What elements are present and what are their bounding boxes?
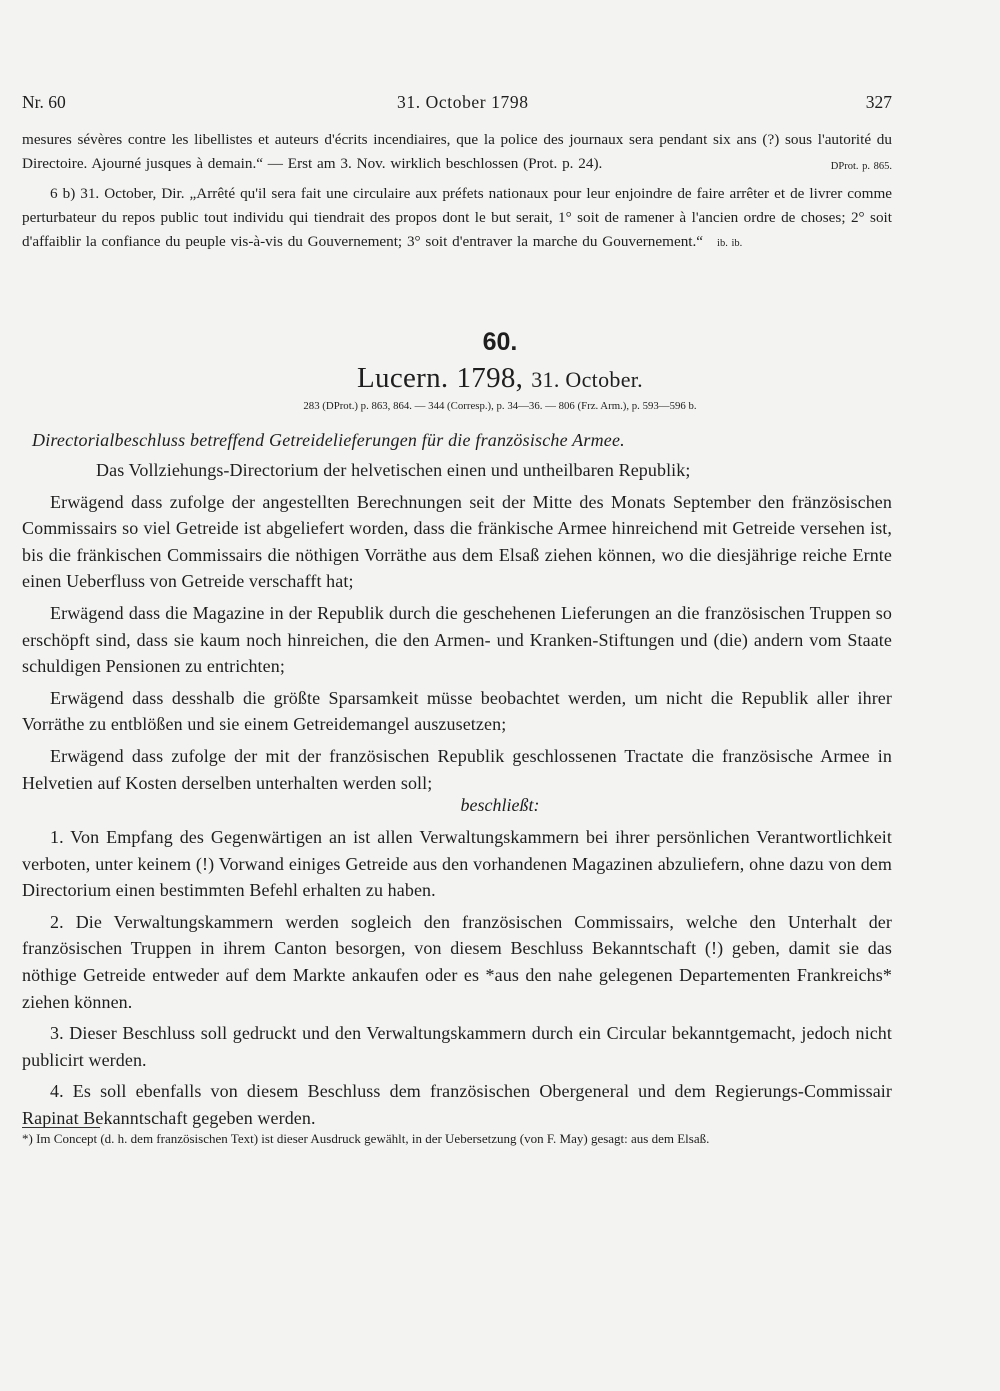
article-3: 3. Dieser Beschluss soll gedruckt und den Verwaltungskammern durch ein Circular bekanntgemacht, jedoch nicht publicirt werden. — [22, 1023, 892, 1070]
previous-entry — [22, 128, 892, 256]
header-page-number: 327 — [865, 92, 892, 112]
header-document-number: Nr. 60 — [22, 92, 66, 112]
consideration-3: Erwägend dass desshalb die größte Sparsamkeit müsse beobachtet werden, um nicht die Republik aller ihrer Vorräthe zu entblößen und sie einem Getreidemangel auszusetzen; — [22, 687, 892, 735]
previous-paragraph-2-text: 6 b) 31. October, Dir. „Arrêté qu'il sera fait une circulaire aux préfets nationaux pour leur enjoindre de faire arrêter et de livrer comme perturbateur du repos public tout individu qui tiendrait des propos dont le but serait, 1° soit de ramener à l'ancien ordre de choses; 2° soit d'affaiblir la confiance du peuple vis-à-vis du Gouvernement; 3° soit d'entraver la marche du Gouvernement.“ — [22, 185, 892, 250]
footnote-divider — [22, 1127, 100, 1128]
footnote: *) Im Concept (d. h. dem französischen Text) ist dieser Ausdruck gewählt, in der Uebersetzung (von F. May) gesagt: aus dem Elsaß. — [22, 1131, 710, 1146]
document-number: 60. — [482, 328, 518, 356]
previous-paragraph-1 — [22, 128, 892, 176]
day-month: 31. October. — [531, 367, 643, 392]
resolves-heading: beschließt: — [460, 795, 540, 815]
year: 1798, — [456, 362, 524, 394]
previous-paragraph-1-text: mesures sévères contre les libellistes et auteurs d'écrits incendiaires, que la police des journaux sera pendant six ans (?) sous l'autorité du Directoire. Ajourné jusques à demain.“ — Erst am 3. Nov. wirklich beschlossen (Prot. p. 24). — [22, 131, 892, 172]
source-reference-2: ib. ib. — [717, 238, 743, 249]
place-name: Lucern. — [357, 362, 449, 394]
source-citations: 283 (DProt.) p. 863, 864. — 344 (Corresp.), p. 34—36. — 806 (Frz. Arm.), p. 593—596 b. — [303, 400, 697, 412]
document-title: Directorialbeschluss betreffend Getreidelieferungen für die französische Armee. — [32, 430, 625, 450]
article-4: 4. Es soll ebenfalls von diesem Beschluss dem französischen Obergeneral und dem Regierungs-Commissair Rapinat Bekanntschaft gegeben werden. — [22, 1081, 892, 1128]
running-header — [22, 92, 892, 116]
source-reference-1: DProt. p. 865. — [830, 161, 892, 172]
preamble — [22, 457, 892, 796]
consideration-2: Erwägend dass die Magazine in der Republik durch die geschehenen Lieferungen an die französischen Truppen so erschöpft sind, dass sie kaum noch hinreichen, die den Armen- und Kranken-Stiftungen und (die) andern vom Staate schuldigen Pensionen zu entrichten; — [22, 602, 892, 677]
consideration-1: Erwägend dass zufolge der angestellten Berechnungen seit der Mitte des Monats September den fränzösischen Commissairs so viel Getreide ist abgeliefert worden, dass die fränkische Armee hinreichend mit Getreide versehen ist, bis die fränkischen Commissairs die nöthigen Vorräthe aus dem Elsaß ziehen können, wo die diesjährige reiche Ernte einen Ueberfluss von Getreide verschafft hat; — [22, 491, 892, 592]
intro-paragraph: Das Vollziehungs-Directorium der helvetischen einen und untheilbaren Republik; — [96, 460, 691, 480]
consideration-4: Erwägend dass zufolge der mit der französischen Republik geschlossenen Tractate die französische Armee in Helvetien auf Kosten derselben unterhalten werden soll; — [22, 745, 892, 793]
place-date-line — [0, 362, 1000, 395]
header-date: 31. October 1798 — [397, 92, 529, 112]
previous-paragraph-2 — [22, 182, 892, 256]
articles — [22, 824, 892, 1132]
article-2: 2. Die Verwaltungskammern werden sogleich den französischen Commissairs, welche den Unterhalt der französischen Truppen in ihrem Canton besorgen, von diesem Beschluss Bekanntschaft (!) geben, damit sie das nöthige Getreide entweder auf dem Markte ankaufen oder es *aus den nahe gelegenen Departementen Frankreichs* ziehen können. — [22, 911, 892, 1012]
article-1: 1. Von Empfang des Gegenwärtigen an ist allen Verwaltungskammern bei ihrer persönlichen Verantwortlichkeit verboten, unter keinem (!) Vorwand einiges Getreide aus den vorhandenen Magazinen abzuliefern, ohne dazu von dem Directorium einen bestimmten Befehl erhalten zu haben. — [22, 827, 892, 901]
